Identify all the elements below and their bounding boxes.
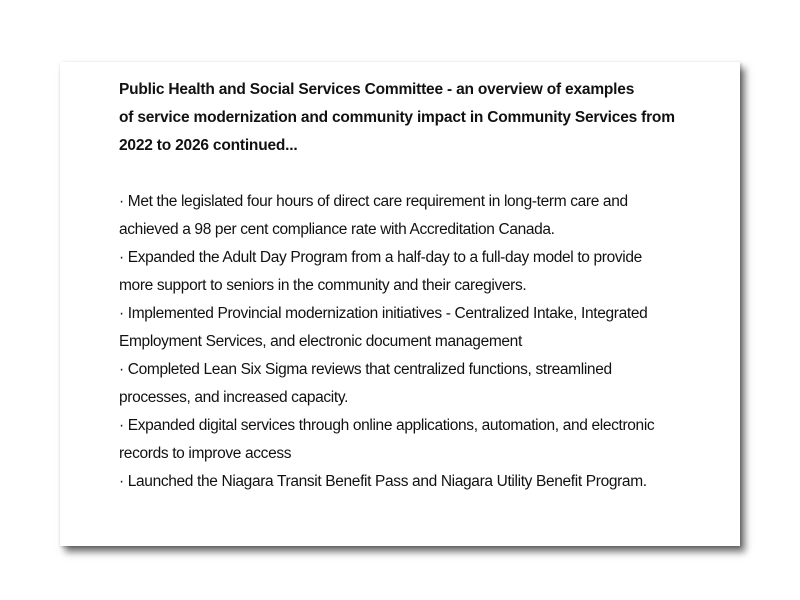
list-item	[119, 244, 719, 300]
title-line: of service modernization and community impact in Community Services from	[119, 109, 675, 126]
title-line: Public Health and Social Services Committee - an overview of examples	[119, 81, 635, 98]
list-item-line: · Implemented Provincial modernization initiatives - Centralized Intake, Integrated	[119, 305, 648, 322]
document-title	[119, 76, 719, 160]
list-item	[119, 300, 719, 356]
list-item	[119, 412, 719, 468]
list-item	[119, 356, 719, 412]
bullet-list	[119, 188, 719, 496]
list-item-line: Employment Services, and electronic document management	[119, 333, 522, 350]
list-item	[119, 188, 719, 244]
list-item-line: · Launched the Niagara Transit Benefit Pass and Niagara Utility Benefit Program.	[119, 473, 647, 490]
list-item-line: records to improve access	[119, 445, 292, 462]
list-item-line: · Expanded the Adult Day Program from a half-day to a full-day model to provide	[119, 249, 642, 266]
list-item-line: processes, and increased capacity.	[119, 389, 349, 406]
list-item-line: · Completed Lean Six Sigma reviews that centralized functions, streamlined	[119, 361, 612, 378]
document-content	[119, 76, 719, 496]
list-item-line: · Met the legislated four hours of direct care requirement in long-term care and	[119, 193, 628, 210]
title-line: 2022 to 2026 continued...	[119, 137, 298, 154]
document-card	[60, 62, 740, 546]
list-item-line: more support to seniors in the community and their caregivers.	[119, 277, 527, 294]
list-item-line: · Expanded digital services through online applications, automation, and electronic	[119, 417, 655, 434]
list-item-line: achieved a 98 per cent compliance rate with Accreditation Canada.	[119, 221, 555, 238]
list-item	[119, 468, 719, 496]
